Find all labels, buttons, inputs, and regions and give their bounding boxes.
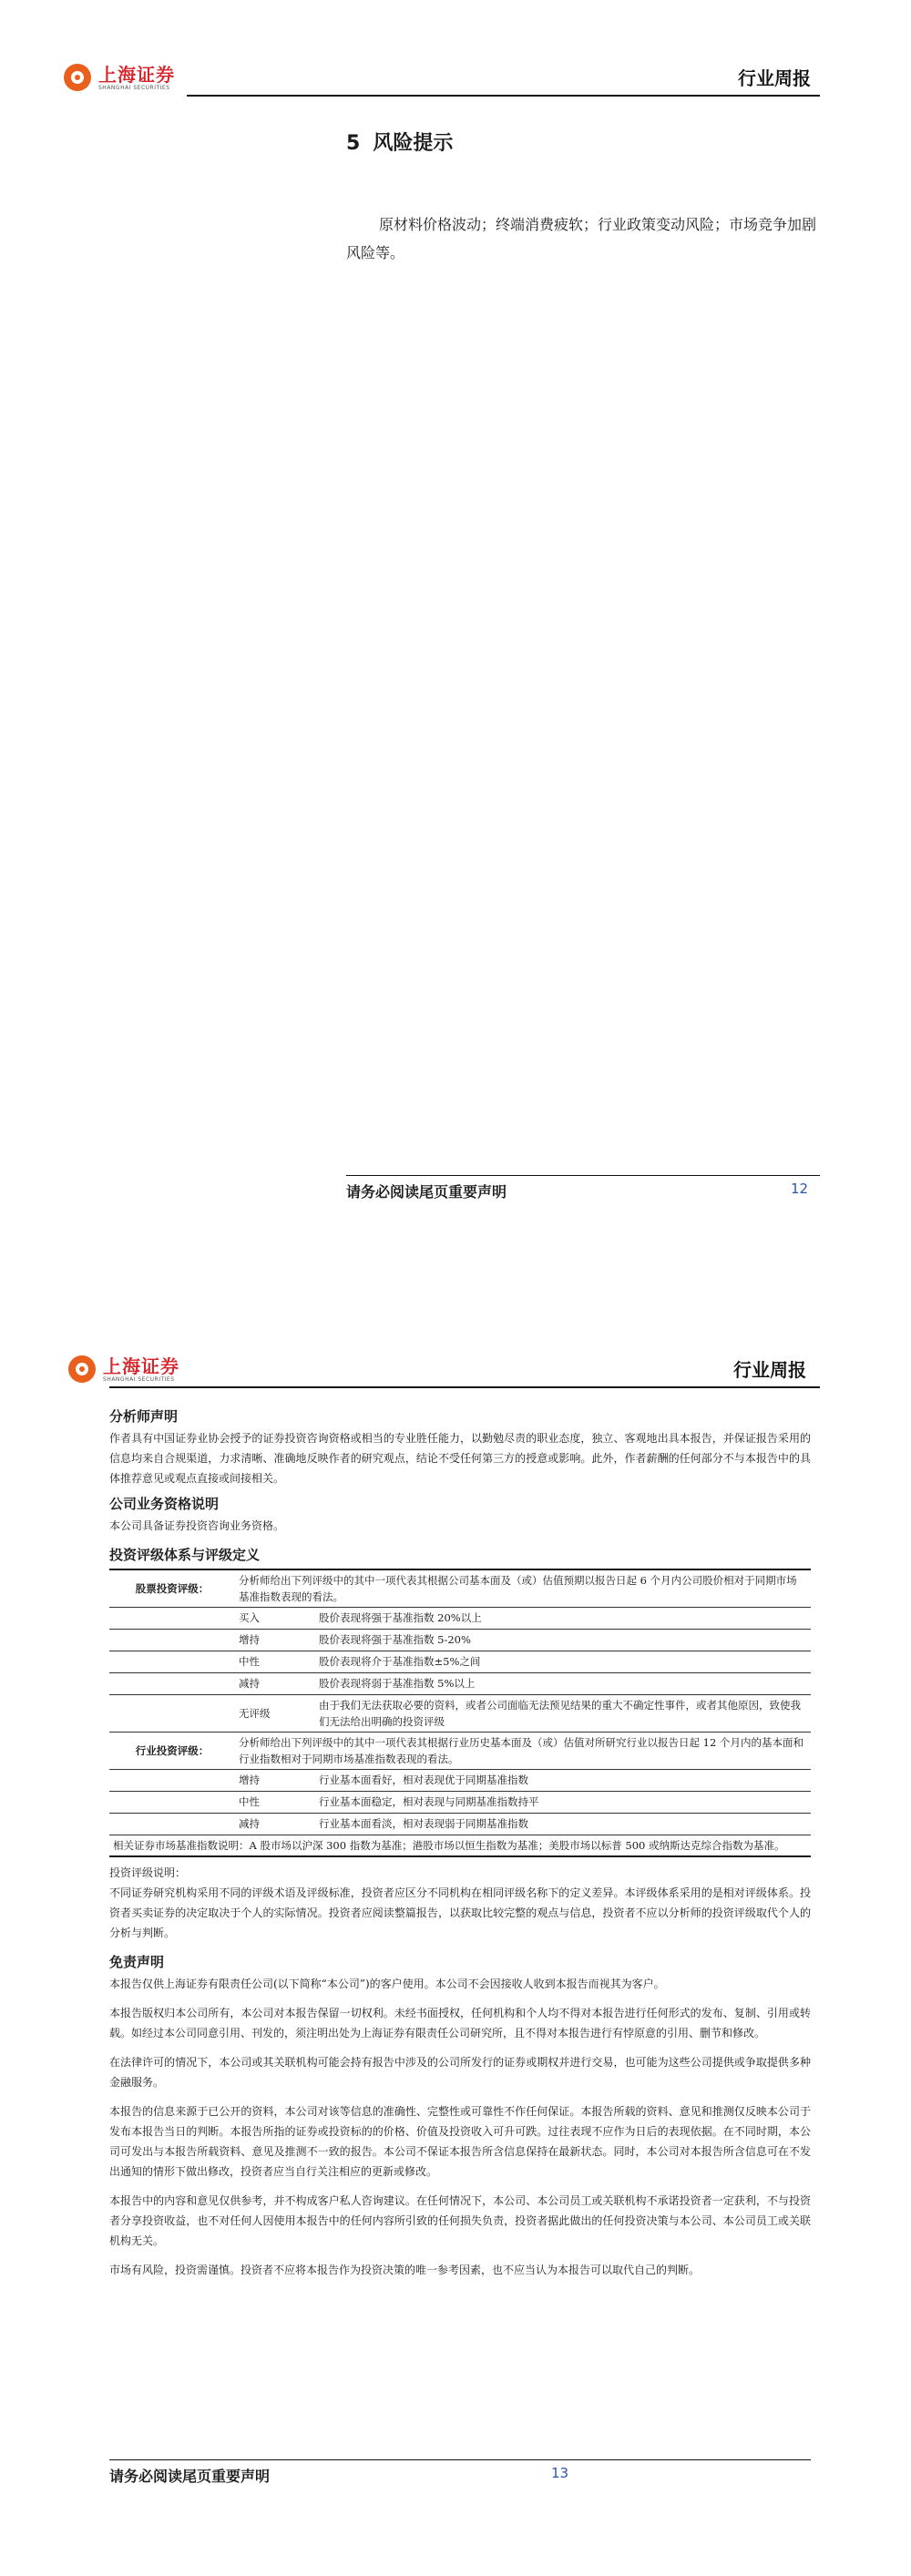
disclaimer-paragraph: 市场有风险，投资需谨慎。投资者不应将本报告作为投资决策的唯一参考因素，也不应当认为本报告可以取代自己的判断。 [109,2264,701,2276]
section-number: 5 [346,132,361,155]
rating-definition: 股价表现将介于基准指数±5%之间 [315,1651,811,1673]
rating-level: 买入 [235,1608,315,1630]
industry-rating-label: 行业投资评级： [109,1733,235,1770]
footer-rule [109,2459,811,2460]
disclaimer-paragraph: 本报告版权归本公司所有，本公司对本报告保留一切权利。未经书面授权，任何机构和个人均不得对本报告进行任何形式的发布、复制、引用或转载。如经过本公司同意引用、刊发的，须注明出处为上海证券有限责任公司研究所，且不得对本报告进行有悖原意的引用、删节和修改。 [109,2007,811,2039]
section-title-text: 风险提示 [373,131,454,155]
rating-definition: 股价表现将弱于基准指数 5%以上 [315,1673,811,1695]
page-number: 13 [551,2465,569,2481]
table-row [109,1673,811,1695]
stock-rating-desc: 分析师给出下列评级中的其中一项代表其根据公司基本面及（或）估值预期以报告日起 6 个月内公司股价相对于同期市场基准指数表现的看法。 [235,1569,811,1608]
rating-level: 无评级 [235,1695,315,1733]
footer-note: 请务必阅读尾页重要声明 [109,2468,271,2485]
rating-definition: 行业基本面稳定，相对表现与同期基准指数持平 [315,1792,811,1814]
disclosure-body [109,1405,811,2280]
rating-level: 增持 [235,1770,315,1792]
table-row [109,1733,811,1770]
rating-level: 减持 [235,1814,315,1835]
brand-name-en: SHANGHAI SECURITIES [103,1375,175,1383]
table-row [109,1608,811,1630]
report-page-13 [0,1284,911,2576]
brand-name-en: SHANGHAI SECURITIES [98,84,170,91]
table-row [109,1835,811,1857]
rating-level: 中性 [235,1651,315,1673]
disclaimer-paragraph: 本报告的信息来源于已公开的资料，本公司对该等信息的准确性、完整性或可靠性不作任何保证。本报告所载的资料、意见和推测仅反映本公司于发布本报告当日的判断。本报告所指的证券或投资标的的价格、价值及投资收入可升可跌。过往表现不应作为日后的表现依据。在不同时期，本公司可发出与本报告所载资料、意见及推测不一致的报告。本公司不保证本报告所含信息保持在最新状态。同时，本公司对本报告所含信息可在不发出通知的情形下做出修改，投资者应当自行关注相应的更新或修改。 [109,2105,811,2178]
table-row [109,1695,811,1733]
table-row [109,1651,811,1673]
rating-definition: 行业基本面看好，相对表现优于同期基准指数 [315,1770,811,1792]
benchmark-note: 相关证券市场基准指数说明：A 股市场以沪深 300 指数为基准；港股市场以恒生指数为基准；美股市场以标普 500 或纳斯达克综合指数为基准。 [109,1835,811,1857]
industry-rating-desc: 分析师给出下列评级中的其中一项代表其根据行业历史基本面及（或）估值对所研究行业以报告日起 12 个月内的基本面和行业指数相对于同期市场基准指数表现的看法。 [235,1733,811,1770]
table-row [109,1814,811,1835]
logo-emblem-icon [64,64,91,91]
brand-logo [64,64,175,91]
rating-definition: 股价表现将强于基准指数 5-20% [315,1630,811,1651]
disclaimer-paragraph: 在法律许可的情况下，本公司或其关联机构可能会持有报告中涉及的公司所发行的证券或期权并进行交易，也可能为这些公司提供或争取提供多种金融服务。 [109,2056,811,2089]
footer-rule [346,1175,820,1176]
page-number: 12 [791,1181,809,1197]
rating-level: 减持 [235,1673,315,1695]
qualification-text: 本公司具备证券投资咨询业务资格。 [109,1519,285,1532]
brand-name-cn: 上海证券 [98,63,175,86]
rating-definition: 行业基本面看淡，相对表现弱于同期基准指数 [315,1814,811,1835]
stock-rating-label: 股票投资评级： [109,1569,235,1608]
report-type-title: 行业周报 [733,1359,806,1381]
rating-level: 增持 [235,1630,315,1651]
disclaimer-paragraph: 本报告中的内容和意见仅供参考，并不构成客户私人咨询建议。在任何情况下，本公司、本公司员工或关联机构不承诺投资者一定获利，不与投资者分享投资收益，也不对任何人因使用本报告中的任何内容所引致的任何损失负责，投资者据此做出的任何投资决策与本公司、本公司员工或关联机构无关。 [109,2194,811,2247]
logo-emblem-icon [68,1355,96,1383]
report-type-title: 行业周报 [738,67,811,89]
analyst-statement-title: 分析师声明 [109,1408,179,1425]
header-rule [187,95,820,97]
rating-definition: 股价表现将强于基准指数 20%以上 [315,1608,811,1630]
brand-logo [68,1355,179,1383]
table-row [109,1792,811,1814]
table-row [109,1770,811,1792]
rating-explanation-title: 投资评级说明： [109,1866,187,1879]
rating-level: 中性 [235,1792,315,1814]
report-page-12 [0,0,911,1275]
rating-system-title: 投资评级体系与评级定义 [109,1547,261,1563]
disclaimer-paragraph: 本报告仅供上海证券有限责任公司(以下简称“本公司”)的客户使用。本公司不会因接收人收到本报告而视其为客户。 [109,1978,665,1990]
rating-explanation-text: 不同证券研究机构采用不同的评级术语及评级标准，投资者应区分不同机构在相同评级名称下的定义差异。本评级体系采用的是相对评级体系。投资者买卖证券的决定取决于个人的实际情况。投资者应阅读整篇报告，以获取比较完整的观点与信息，投资者不应以分析师的投资评级取代个人的分析与判断。 [109,1886,811,1939]
qualification-title: 公司业务资格说明 [109,1496,220,1512]
table-row [109,1630,811,1651]
analyst-statement-text: 作者具有中国证券业协会授予的证券投资咨询资格或相当的专业胜任能力，以勤勉尽责的职业态度，独立、客观地出具本报告，并保证报告采用的信息均来自合规渠道，力求清晰、准确地反映作者的研究观点，结论不受任何第三方的授意或影响。此外，作者薪酬的任何部分不与本报告中的具体推荐意见或观点直接或间接相关。 [109,1432,811,1485]
header-rule [109,1386,820,1388]
risk-text: 原材料价格波动；终端消费疲软；行业政策变动风险；市场竞争加剧风险等。 [346,216,817,261]
rating-definition: 由于我们无法获取必要的资料，或者公司面临无法预见结果的重大不确定性事件，或者其他原因，致使我们无法给出明确的投资评级 [315,1695,811,1733]
table-row [109,1569,811,1608]
footer-note: 请务必阅读尾页重要声明 [346,1183,507,1201]
rating-table [109,1569,811,1857]
disclaimer-title: 免责声明 [109,1954,165,1970]
brand-name-cn: 上海证券 [103,1354,179,1377]
section-title [346,128,453,156]
